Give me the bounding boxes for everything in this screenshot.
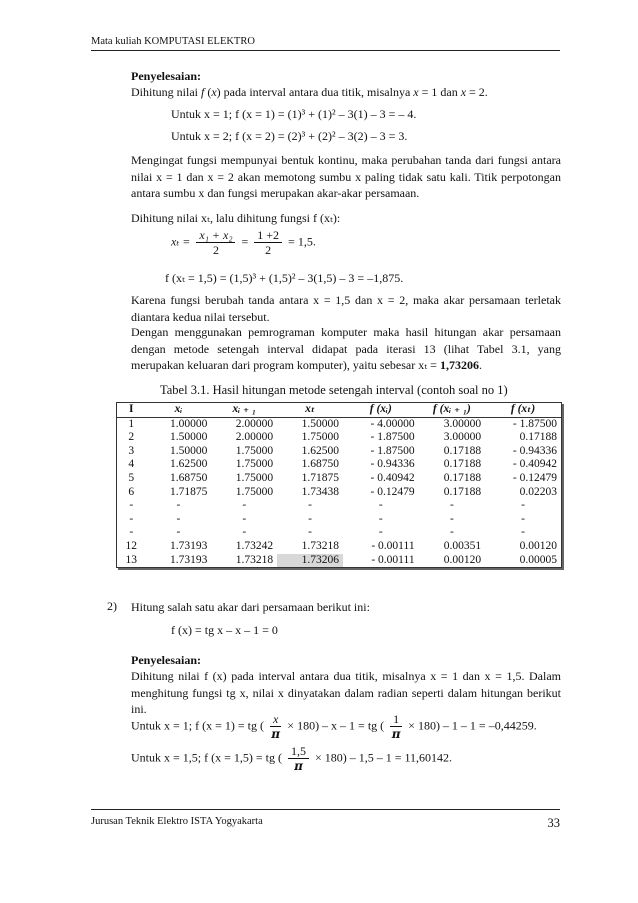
problem-number-2: 2) xyxy=(107,599,117,613)
table-row xyxy=(117,554,562,568)
problem-2-equation: f (x) = tg x – x – 1 = 0 xyxy=(171,623,278,637)
table-cell: 1.50000 xyxy=(169,444,208,457)
table-cell: 0.17188 xyxy=(443,471,482,484)
table-cell: - 0.00111 xyxy=(371,553,415,566)
table-cell: - xyxy=(521,526,525,539)
solution-heading-1: Penyelesaian: xyxy=(131,69,201,83)
sign-change-paragraph: Karena fungsi berubah tanda antara x = 1,5 dan x = 2, maka akar persamaan terletak diantara kedua nilai tersebut. xyxy=(131,293,561,324)
table-header-row xyxy=(117,403,562,418)
table-cell: 0.17188 xyxy=(443,444,482,457)
table-cell: - xyxy=(521,499,525,512)
table-cell: 0.17188 xyxy=(443,458,482,471)
table-cell: - xyxy=(308,499,312,512)
table-cell: 3 xyxy=(128,444,135,457)
col-header-fxt: f (xₜ) xyxy=(485,403,561,418)
xt-fraction-2: $\frac{1 +2}{2}$ xyxy=(254,228,282,257)
table-cell: 2 xyxy=(128,431,135,444)
table-cell: 1.71875 xyxy=(301,471,339,484)
table-cell: - xyxy=(176,512,181,525)
table-cell: 0.17188 xyxy=(443,485,482,498)
table-cell: - xyxy=(378,499,383,512)
continuity-paragraph: Mengingat fungsi mempunyai bentuk kontinu, maka perubahan tanda dari fungsi antara nilai x = 1 dan x = 2 akan memotong sumbu x paling tidak satu kali. Titik perpotongan antara sumbu x dan fungsi merupakan akar-akar persamaan. xyxy=(131,153,561,200)
table-cell: - xyxy=(449,526,454,539)
table-cell: 1 xyxy=(128,417,135,430)
table-cell: 1.68750 xyxy=(301,458,339,471)
intro-line-1: Dihitung nilai f (x) pada interval antara dua titik, misalnya x = 1 dan x = 2. xyxy=(131,85,488,99)
table-cell: - xyxy=(242,526,247,539)
table-cell: - 1.87500 xyxy=(512,417,557,430)
table-cell: - xyxy=(242,512,247,525)
fxt-calculation: f (xₜ = 1,5) = (1,5)³ + (1,5)² – 3(1,5) – 3 = –1,875. xyxy=(165,271,404,285)
compute-xt-line: Dihitung nilai xₜ, lalu dihitung fungsi f (xₜ): xyxy=(131,211,341,225)
table-cell: 6 xyxy=(128,485,135,498)
table-cell: 1.73206 xyxy=(277,554,343,568)
table-cell: - xyxy=(378,526,383,539)
table-cell: 2.00000 xyxy=(235,431,274,444)
table-cell: - 0.40942 xyxy=(370,471,415,484)
table-cell: 0.00351 xyxy=(443,539,482,552)
table-cell: 1.75000 xyxy=(235,444,274,457)
table-cell: 1.73193 xyxy=(169,539,208,552)
table-cell: 1.71875 xyxy=(169,485,208,498)
table-cell: - xyxy=(449,512,454,525)
table-cell: - xyxy=(308,512,312,525)
table-cell: 0.00005 xyxy=(519,553,557,566)
results-table xyxy=(116,402,562,568)
table-cell: 1.50000 xyxy=(169,431,208,444)
table-row xyxy=(117,540,562,554)
table-cell: 4 xyxy=(128,458,135,471)
program-result-paragraph: Dengan menggunakan pemrograman komputer maka hasil hitungan akar persamaan dengan metode setengah interval didapat pada iterasi 13 (lihat Tabel 3.1, yang merupakan keluaran dari program komputer), yaitu sebesar xₜ = 1,73206. xyxy=(131,325,561,372)
table-row xyxy=(117,417,562,431)
table-cell: - 1.87500 xyxy=(370,444,415,457)
table-cell: - 0.12479 xyxy=(512,471,557,484)
table-cell: - xyxy=(129,499,134,512)
table-cell: - 1.87500 xyxy=(370,431,415,444)
page-header: Mata kuliah KOMPUTASI ELEKTRO xyxy=(91,36,560,51)
frac-15-over-pi: $\frac{1,5}{\pi}$ xyxy=(288,744,309,773)
table-cell: 1.73218 xyxy=(301,539,339,552)
table-cell: 0.00120 xyxy=(443,553,482,566)
table-row xyxy=(117,486,562,500)
table-cell: - xyxy=(129,526,134,539)
table-cell: 1.62500 xyxy=(301,444,339,457)
table-cell: 1.73242 xyxy=(235,539,274,552)
table-cell: - xyxy=(176,526,181,539)
table-cell: - 0.94336 xyxy=(512,444,557,457)
table-cell: - xyxy=(521,512,525,525)
table-cell: - 0.40942 xyxy=(512,458,557,471)
table-cell: 0.00120 xyxy=(519,539,557,552)
table-cell: - 4.00000 xyxy=(370,417,415,430)
table-row xyxy=(117,472,562,486)
table-cell: 1.50000 xyxy=(301,417,339,430)
solution-heading-2: Penyelesaian: xyxy=(131,653,201,667)
table-row xyxy=(117,499,562,513)
table-cell: 12 xyxy=(125,539,137,552)
col-header-xi1: xᵢ ₊ ₁ xyxy=(211,403,277,418)
table-row xyxy=(117,445,562,459)
xt-fraction-1: $\frac{\text{x₁ + x₂}}{2}$ xyxy=(196,228,235,257)
col-header-fxi1: f (xᵢ ₊ ₁) xyxy=(419,403,486,418)
col-header-xt: xₜ xyxy=(277,403,343,418)
col-header-fxi: f (xᵢ) xyxy=(343,403,419,418)
table-cell: 1.73438 xyxy=(301,485,339,498)
table-cell: - 0.12479 xyxy=(370,485,415,498)
calc-x2: Untuk x = 2; f (x = 2) = (2)³ + (2)² – 3(2) – 3 = 3. xyxy=(171,129,408,143)
table-cell: - 0.00111 xyxy=(371,539,415,552)
table-cell: 2.00000 xyxy=(235,417,274,430)
problem-2-paragraph: Dihitung nilai f (x) pada interval antara dua titik, misalnya x = 1 dan x = 1,5. Dalam menghitung fungsi tg x, nilai x dinyatakan dalam radian seperti dalam hitungan berikut ini. xyxy=(131,669,561,716)
table-cell: 1.62500 xyxy=(169,458,208,471)
xt-formula: xₜ = $\frac{\text{x₁ + x₂}}{2}$ = $\frac{1 +2}{2}$ = 1,5. xyxy=(171,228,316,257)
table-cell: 13 xyxy=(125,553,137,566)
table-row xyxy=(117,431,562,445)
frac-1-over-pi: $\frac{1}{\pi}$ xyxy=(391,712,401,741)
table-caption: Tabel 3.1. Hasil hitungan metode setengah interval (contoh soal no 1) xyxy=(160,383,508,397)
footer-department: Jurusan Teknik Elektro ISTA Yogyakarta xyxy=(91,816,263,827)
table-cell: 1.68750 xyxy=(169,471,208,484)
table-cell: - 0.94336 xyxy=(370,458,415,471)
table-cell: 1.73193 xyxy=(169,553,208,566)
calc-tg-x15: Untuk x = 1,5; f (x = 1,5) = tg ( $\frac{1,5}{\pi}$ × 180) – 1,5 – 1 = 11,60142. xyxy=(131,744,453,773)
table-cell: 1.75000 xyxy=(235,458,274,471)
calc-tg-x1: Untuk x = 1; f (x = 1) = tg ( $\frac{x}{\pi}$ × 180) – x – 1 = tg ( $\frac{1}{\pi}$ × 180) – 1 – 1 = –0,44259. xyxy=(131,712,537,741)
table-cell: 3.00000 xyxy=(443,417,482,430)
col-header-xi: xᵢ xyxy=(146,403,212,418)
frac-x-over-pi: $\frac{x}{\pi}$ xyxy=(271,712,281,741)
table-cell: 0.17188 xyxy=(519,431,557,444)
table-cell: 0.02203 xyxy=(519,485,557,498)
table-cell: - xyxy=(449,499,454,512)
calc-x1: Untuk x = 1; f (x = 1) = (1)³ + (1)² – 3(1) – 3 = – 4. xyxy=(171,107,417,121)
table-cell: - xyxy=(242,499,247,512)
table-cell: 5 xyxy=(128,471,135,484)
table-cell: - xyxy=(378,512,383,525)
table-row xyxy=(117,458,562,472)
table-cell: - xyxy=(176,499,181,512)
table-row xyxy=(117,513,562,527)
table-cell: 3.00000 xyxy=(443,431,482,444)
problem-2-question: Hitung salah satu akar dari persamaan berikut ini: xyxy=(131,600,370,614)
page-number: 33 xyxy=(547,816,560,830)
page-footer xyxy=(91,809,560,831)
table-cell: 1.75000 xyxy=(235,485,274,498)
table-cell: 1.73218 xyxy=(235,553,274,566)
table-cell: 1.75000 xyxy=(235,471,274,484)
table-row xyxy=(117,526,562,540)
table-cell: - xyxy=(129,512,134,525)
col-header-i: I xyxy=(117,403,146,418)
table-cell: 1.75000 xyxy=(301,431,339,444)
table-cell: 1.00000 xyxy=(169,417,208,430)
table-cell: - xyxy=(308,526,312,539)
